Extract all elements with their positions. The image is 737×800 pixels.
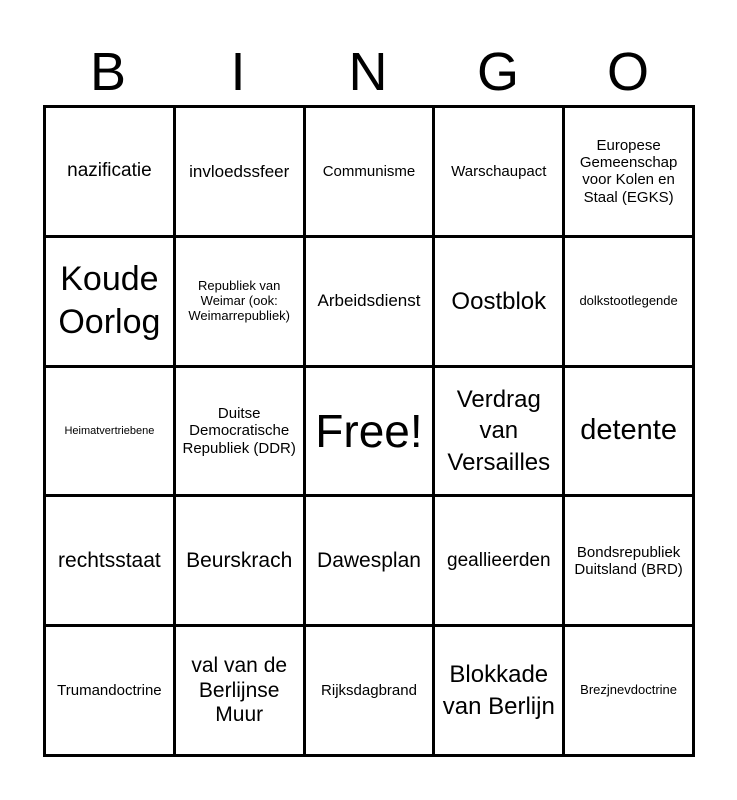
header-letter-g: G	[476, 42, 519, 102]
bingo-cell: Verdrag van Versailles	[435, 368, 565, 498]
bingo-card-grid	[43, 105, 695, 757]
bingo-cell: geallieerden	[435, 497, 565, 627]
header-letter-n: N	[348, 42, 388, 102]
header-letter-i: I	[230, 42, 246, 102]
bingo-cell: Beurskrach	[176, 497, 306, 627]
bingo-cell: Republiek van Weimar (ook: Weimarrepubliek)	[176, 238, 306, 368]
bingo-cell: Koude Oorlog	[46, 238, 176, 368]
bingo-cell: Arbeidsdienst	[306, 238, 436, 368]
bingo-cell: Communisme	[306, 108, 436, 238]
bingo-cell: invloedssfeer	[176, 108, 306, 238]
bingo-cell: val van de Berlijnse Muur	[176, 627, 306, 757]
bingo-cell: rechtsstaat	[46, 497, 176, 627]
bingo-cell: Rijksdagbrand	[306, 627, 436, 757]
header-letter-b: B	[89, 42, 127, 102]
bingo-cell: Duitse Democratische Republiek (DDR)	[176, 368, 306, 498]
bingo-header	[43, 40, 693, 104]
bingo-cell: Dawesplan	[306, 497, 436, 627]
bingo-cell: detente	[565, 368, 695, 498]
bingo-cell: Brezjnevdoctrine	[565, 627, 695, 757]
bingo-cell: dolkstootlegende	[565, 238, 695, 368]
bingo-cell: Blokkade van Berlijn	[435, 627, 565, 757]
bingo-cell: Trumandoctrine	[46, 627, 176, 757]
bingo-cell: Oostblok	[435, 238, 565, 368]
header-letter-o: O	[606, 42, 649, 102]
bingo-cell: Heimatvertriebene	[46, 368, 176, 498]
free-space-cell: Free!	[306, 368, 436, 498]
bingo-cell: nazificatie	[46, 108, 176, 238]
bingo-cell: Bondsrepubliek Duitsland (BRD)	[565, 497, 695, 627]
bingo-cell: Europese Gemeenschap voor Kolen en Staal (EGKS)	[565, 108, 695, 238]
bingo-cell: Warschaupact	[435, 108, 565, 238]
